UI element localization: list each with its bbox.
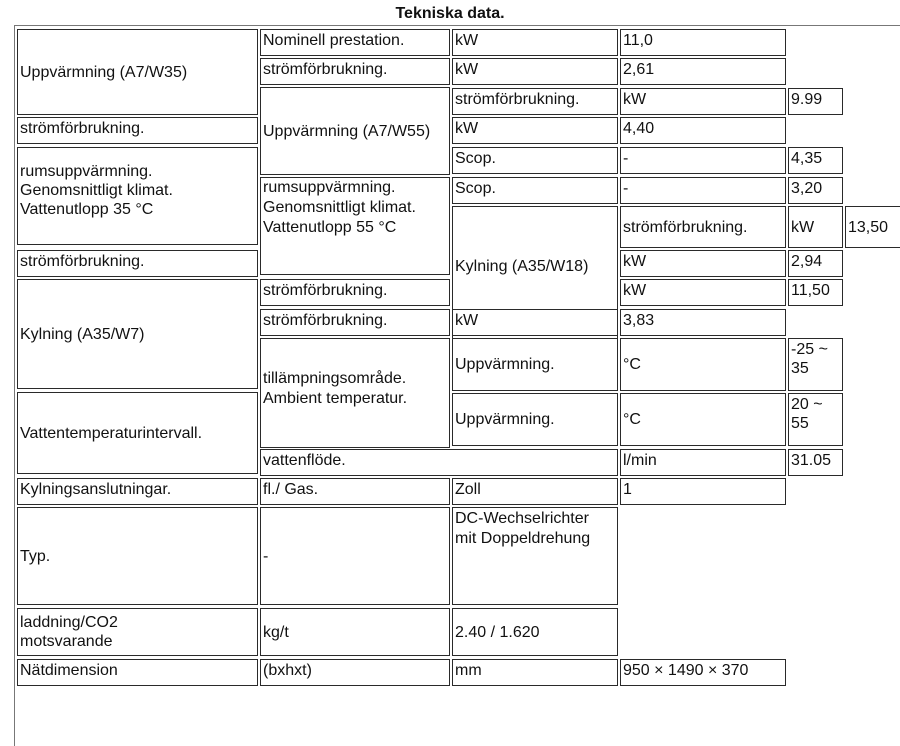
value-cell: 9.99 — [788, 88, 843, 115]
value-cell: 3,83 — [620, 309, 786, 336]
value-cell: 2,94 — [788, 250, 843, 277]
unit-cell: °C — [620, 393, 786, 446]
unit-cell: kg/t — [260, 608, 450, 656]
label-nominell-prestation: Nominell prestation. — [260, 29, 450, 56]
label-uppvarmning: Uppvärmning. — [452, 393, 618, 446]
label-typ: Typ. — [17, 507, 258, 605]
page-title: Tekniska data. — [395, 5, 505, 22]
value-cell: 13,50 — [845, 206, 900, 248]
label-uppvarmning-a7w55: Uppvärmning (A7/W55) — [260, 87, 450, 175]
label-stromforbrukning: strömförbrukning. — [17, 117, 258, 144]
unit-cell: kW — [620, 279, 786, 306]
label-uppvarmning: Uppvärmning. — [452, 338, 618, 391]
value-cell: 3,20 — [788, 177, 843, 204]
unit-cell: l/min — [620, 449, 786, 476]
unit-cell: kW — [620, 250, 786, 277]
label-rumsuppvarmning-35: rumsuppvärmning. Genomsnittligt klimat. Vattenutlopp 35 °C — [17, 147, 258, 245]
label-kylning-a35w7: Kylning (A35/W7) — [17, 279, 258, 389]
unit-cell: kW — [620, 88, 786, 115]
label-fl-gas: fl./ Gas. — [260, 478, 450, 505]
label-stromforbrukning: strömförbrukning. — [260, 58, 450, 85]
unit-cell: °C — [620, 338, 786, 391]
label-scop: Scop. — [452, 147, 618, 174]
value-cell: 2.40 / 1.620 — [452, 608, 618, 656]
value-cell: 11,0 — [620, 29, 786, 56]
value-cell: 31.05 — [788, 449, 843, 476]
value-cell: 20 ~ 55 — [788, 393, 843, 446]
value-cell: 2,61 — [620, 58, 786, 85]
label-laddning: laddning/CO2 motsvarande — [17, 608, 258, 656]
unit-cell: kW — [452, 58, 618, 85]
label-natdimension: Nätdimension — [17, 659, 258, 686]
label-rumsuppvarmning-55: rumsuppvärmning. Genomsnittligt klimat. Vattenutlopp 55 °C — [260, 177, 450, 275]
label-stromforbrukning: strömförbrukning. — [260, 309, 450, 336]
value-cell: 950 × 1490 × 370 — [620, 659, 786, 686]
label-stromforbrukning: strömförbrukning. — [620, 206, 786, 248]
unit-cell: kW — [452, 117, 618, 144]
value-cell: DC-Wechselrichter mit Doppeldrehung — [452, 507, 618, 605]
unit-cell: - — [620, 177, 786, 204]
label-uppvarmning-a7w35: Uppvärmning (A7/W35) — [17, 29, 258, 115]
value-cell: 4,40 — [620, 117, 786, 144]
unit-cell: - — [620, 147, 786, 174]
unit-cell: kW — [452, 29, 618, 56]
unit-cell: kW — [452, 309, 618, 336]
label-vattentemperaturintervall: Vattentemperaturintervall. — [17, 392, 258, 474]
label-vattenflode: vattenflöde. — [260, 449, 618, 476]
unit-cell: Zoll — [452, 478, 618, 505]
label-stromforbrukning: strömförbrukning. — [452, 88, 618, 115]
label-stromforbrukning: strömförbrukning. — [17, 250, 258, 277]
value-cell: 4,35 — [788, 147, 843, 174]
unit-cell: mm — [452, 659, 618, 686]
label-tillampningsomrade: tillämpningsområde. Ambient temperatur. — [260, 338, 450, 448]
label-bxhxt: (bxhxt) — [260, 659, 450, 686]
label-stromforbrukning: strömförbrukning. — [260, 279, 450, 306]
label-scop: Scop. — [452, 177, 618, 204]
unit-cell: kW — [788, 206, 843, 248]
value-cell: 11,50 — [788, 279, 843, 306]
label-kylningsanslutningar: Kylningsanslutningar. — [17, 478, 258, 505]
value-cell: -25 ~ 35 — [788, 338, 843, 391]
value-cell: - — [260, 507, 450, 605]
value-cell: 1 — [620, 478, 786, 505]
label-kylning-a35w18: Kylning (A35/W18) — [452, 206, 618, 386]
